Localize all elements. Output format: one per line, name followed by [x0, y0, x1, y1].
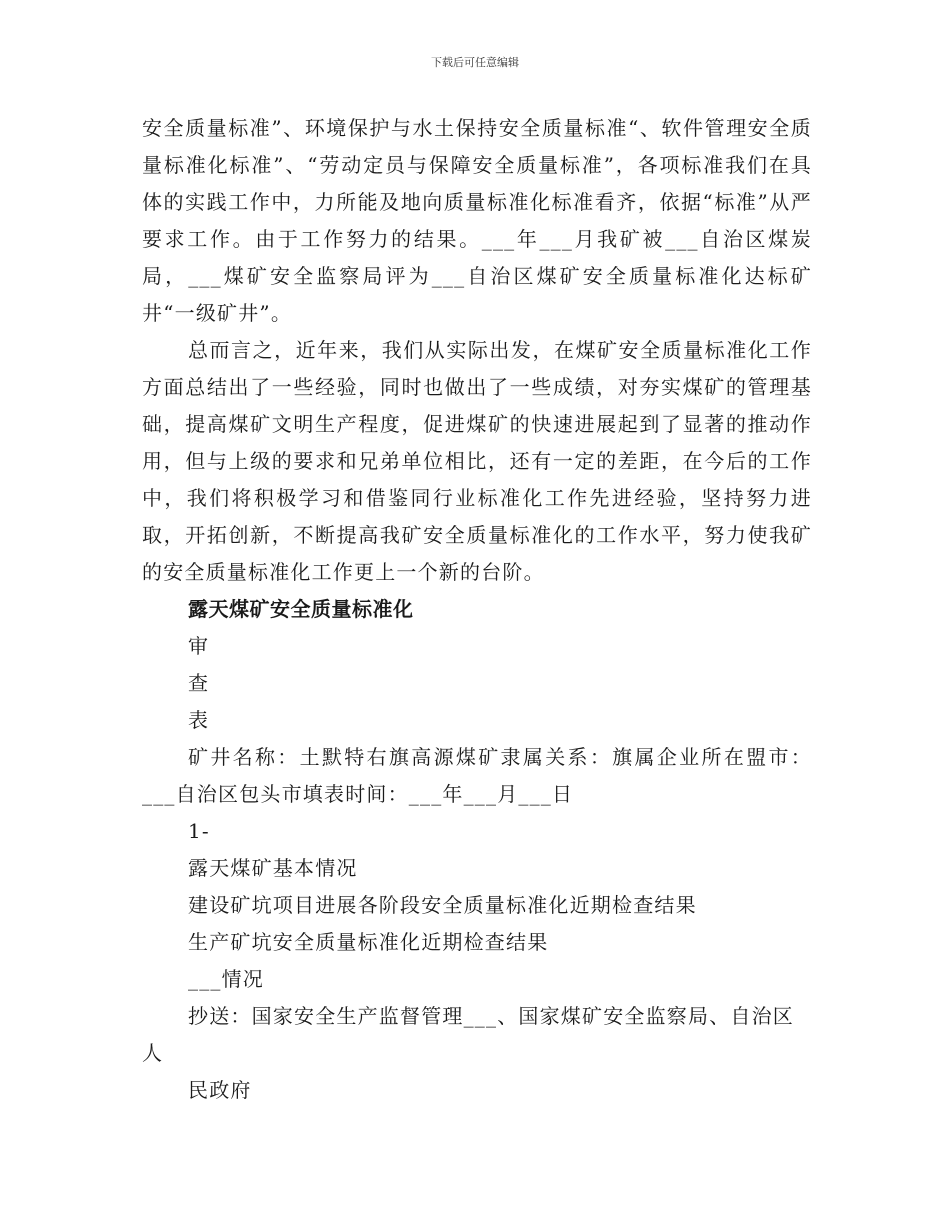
- item-situation: ___情况: [188, 967, 264, 991]
- item-construction-check: 建设矿坑项目进展各阶段安全质量标准化近期检查结果: [188, 893, 697, 917]
- item-number: 1-: [188, 819, 210, 843]
- line-shen: 审: [188, 634, 210, 658]
- paragraph-standards: 安全质量标准”、环境保护与水土保持安全质量标准“、软件管理安全质量标准化标准”、“劳动定员与保障安全质量标准”，各项标准我们在具体的实践工作中，力所能及地向质量标准化标准看齐，依据“标准”从严要求工作。由于工作努力的结果。___年___月我矿被___自治区煤炭局，___煤矿安全监察局评为___自治区煤矿安全质量标准化达标矿井“一级矿井”。: [142, 116, 812, 325]
- mine-info: 矿井名称：土默特右旗高源煤矿隶属关系：旗属企业所在盟市：___自治区包头市填表时间：___年___月___日: [142, 745, 812, 806]
- page-header: 下载后可任意编辑: [431, 56, 519, 69]
- document-body: [142, 110, 812, 1109]
- item-basic-info: 露天煤矿基本情况: [188, 856, 358, 880]
- section-title: 露天煤矿安全质量标准化: [188, 597, 414, 621]
- item-production-check: 生产矿坑安全质量标准化近期检查结果: [188, 930, 549, 954]
- paragraph-summary: 总而言之，近年来，我们从实际出发，在煤矿安全质量标准化工作方面总结出了一些经验，同时也做出了一些成绩，对夯实煤矿的管理基础，提高煤矿文明生产程度，促进煤矿的快速进展起到了显著的推动作用，但与上级的要求和兄弟单位相比，还有一定的差距，在今后的工作中，我们将积极学习和借鉴同行业标准化工作先进经验，坚持努力进取，开拓创新，不断提高我矿安全质量标准化的工作水平，努力使我矿的安全质量标准化工作更上一个新的台阶。: [142, 338, 812, 584]
- line-cha: 查: [188, 671, 210, 695]
- cc-line: 抄送：国家安全生产监督管理___、国家煤矿安全监察局、自治区人: [142, 1004, 794, 1065]
- line-biao: 表: [188, 708, 210, 732]
- cc-line-continued: 民政府: [188, 1078, 252, 1102]
